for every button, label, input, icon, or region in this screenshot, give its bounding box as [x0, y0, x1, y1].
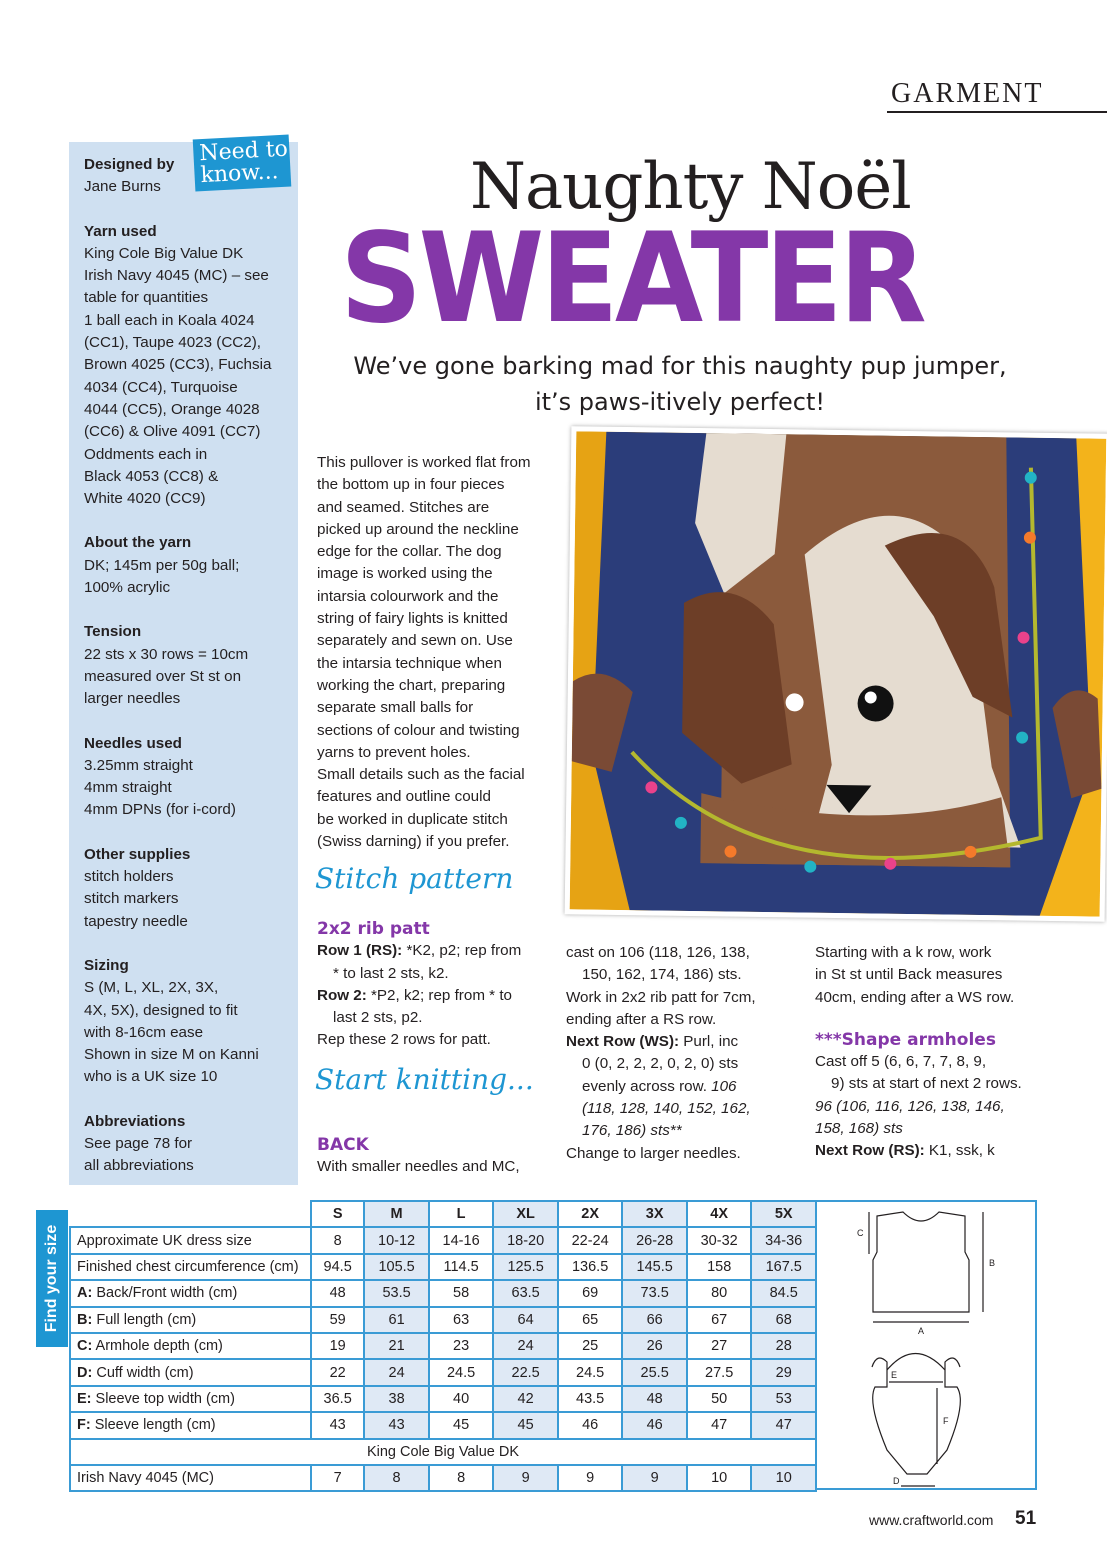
intro-line: intarsia colourwork and the	[317, 587, 499, 605]
col2-line: ending after a RS row.	[566, 1010, 717, 1028]
size-cell: 63	[429, 1307, 494, 1333]
size-row-label	[70, 1333, 311, 1359]
col3-line: Cast off 5 (6, 6, 7, 7, 8, 9,	[815, 1053, 987, 1071]
size-cell: 167.5	[751, 1254, 816, 1280]
size-row	[70, 1307, 816, 1333]
row-label: Sleeve top width (cm)	[91, 1390, 235, 1407]
sidebar-line: 4044 (CC5), Orange 4028	[84, 400, 260, 418]
diagram-label-f: F	[943, 1416, 949, 1426]
size-row	[70, 1386, 816, 1412]
intro-line: working the chart, preparing	[317, 676, 506, 694]
size-row-label	[70, 1359, 311, 1385]
sidebar-line: S (M, L, XL, 2X, 3X,	[84, 979, 219, 997]
intro-line: separate small balls for	[317, 699, 474, 717]
yarn-row-label: Irish Navy 4045 (MC)	[70, 1465, 311, 1491]
page-number: 51	[1015, 1508, 1037, 1529]
next-row-line	[566, 1031, 806, 1053]
row2-line	[317, 985, 557, 1007]
size-cell: 46	[622, 1412, 687, 1438]
yarn-row	[70, 1465, 816, 1491]
sidebar-line: 4mm straight	[84, 779, 172, 797]
size-cell: 158	[687, 1254, 752, 1280]
intro-line: features and outline could	[317, 788, 491, 806]
size-cell: 53.5	[364, 1280, 429, 1306]
badge-line-1: Need to	[198, 136, 289, 167]
pattern-column-3	[815, 942, 1055, 1163]
sidebar-line: all abbreviations	[84, 1157, 194, 1175]
row-prefix: B:	[77, 1311, 93, 1328]
intro-line: string of fairy lights is knitted	[317, 610, 508, 628]
size-cell: 105.5	[364, 1254, 429, 1280]
sidebar-line: 22 sts x 30 rows = 10cm	[84, 645, 249, 663]
row-label: Approximate UK dress size	[77, 1232, 252, 1249]
col2-line: cast on 106 (118, 126, 138,	[566, 944, 750, 961]
col2-count: 106	[711, 1077, 737, 1095]
col3-line: in St st until Back measures	[815, 966, 1003, 984]
sidebar-line: with 8-16cm ease	[84, 1023, 204, 1041]
size-cell: 64	[493, 1307, 558, 1333]
intro-line: Small details such as the facial	[317, 766, 525, 784]
col3-line: 40cm, ending after a WS row.	[815, 988, 1015, 1006]
section-rule	[887, 111, 1107, 113]
size-cell: 68	[751, 1307, 816, 1333]
yarn-cell: 10	[751, 1465, 816, 1491]
sidebar-heading: Sizing	[84, 956, 129, 974]
intro-line: image is worked using the	[317, 565, 493, 583]
size-cell: 45	[493, 1412, 558, 1438]
size-cell: 8	[311, 1227, 364, 1253]
size-cell: 36.5	[311, 1386, 364, 1412]
standfirst-line-2: it’s paws-itively perfect!	[534, 388, 826, 416]
rib-patt-heading: 2x2 rib patt	[317, 919, 430, 939]
sidebar-line: Shown in size M on Kanni	[84, 1046, 259, 1064]
sidebar-line: (CC1), Taupe 4023 (CC2),	[84, 334, 261, 352]
size-cell: 145.5	[622, 1254, 687, 1280]
size-header: 2X	[558, 1201, 623, 1227]
schematic-diagram	[817, 1202, 1035, 1488]
size-cell: 26	[622, 1333, 687, 1359]
sidebar-heading: Yarn used	[84, 222, 157, 240]
row2-label: Row 2:	[317, 986, 367, 1004]
col2-line: Work in 2x2 rib patt for 7cm,	[566, 988, 756, 1006]
intro-line: (Swiss darning) if you prefer.	[317, 833, 510, 851]
col3-line: Starting with a k row, work	[815, 944, 992, 961]
size-cell: 22.5	[493, 1359, 558, 1385]
sidebar-line: Oddments each in	[84, 445, 208, 463]
sidebar-heading: Needles used	[84, 734, 182, 752]
size-cell: 48	[622, 1386, 687, 1412]
size-cell: 27.5	[687, 1359, 752, 1385]
size-row-label	[70, 1254, 311, 1280]
sidebar-line: Black 4053 (CC8) &	[84, 467, 219, 485]
col2-line: Change to larger needles.	[566, 1144, 741, 1162]
intro-text	[317, 452, 552, 853]
sidebar-section	[84, 221, 289, 511]
intro-line: the intarsia technique when	[317, 654, 502, 672]
standfirst	[320, 348, 1040, 420]
next-row-label: Next Row (RS):	[815, 1142, 925, 1160]
size-cell: 66	[622, 1307, 687, 1333]
row2-cont: last 2 sts, p2.	[333, 1009, 423, 1027]
size-cell: 58	[429, 1280, 494, 1306]
sidebar-heading: About the yarn	[84, 534, 192, 552]
size-cell: 63.5	[493, 1280, 558, 1306]
size-cell: 45	[429, 1412, 494, 1438]
size-header: M	[364, 1201, 429, 1227]
sidebar-heading: Abbreviations	[84, 1112, 186, 1130]
yarn-cell: 9	[558, 1465, 623, 1491]
back-text: With smaller needles and MC,	[317, 1158, 520, 1176]
size-cell: 21	[364, 1333, 429, 1359]
intro-line: separately and sewn on. Use	[317, 632, 513, 650]
size-cell: 40	[429, 1386, 494, 1412]
spacer	[317, 1052, 557, 1134]
sidebar-section	[84, 621, 289, 710]
size-cell: 24	[493, 1333, 558, 1359]
size-cell: 114.5	[429, 1254, 494, 1280]
intro-line: yarns to prevent holes.	[317, 743, 471, 761]
shape-armholes-heading: ***Shape armholes	[815, 1029, 996, 1050]
size-row-label	[70, 1386, 311, 1412]
intro-line: sections of colour and twisting	[317, 721, 520, 739]
size-cell: 30-32	[687, 1227, 752, 1253]
sidebar-line: measured over St st on	[84, 667, 242, 685]
sidebar-line: 4mm DPNs (for i-cord)	[84, 801, 236, 819]
row-prefix: A:	[77, 1285, 93, 1302]
size-cell: 65	[558, 1307, 623, 1333]
diagram-label-c: C	[857, 1228, 864, 1238]
size-cell: 47	[751, 1412, 816, 1438]
sidebar-line: Brown 4025 (CC3), Fuchsia	[84, 356, 272, 374]
size-cell: 67	[687, 1307, 752, 1333]
size-row-label	[70, 1280, 311, 1306]
next-row-text: K1, ssk, k	[924, 1142, 995, 1160]
size-cell: 24.5	[558, 1359, 623, 1385]
sidebar-line: who is a UK size 10	[84, 1068, 218, 1086]
yarn-cell: 7	[311, 1465, 364, 1491]
size-cell: 18-20	[493, 1227, 558, 1253]
size-cell: 22	[311, 1359, 364, 1385]
size-cell: 14-16	[429, 1227, 494, 1253]
sidebar-section	[84, 154, 289, 199]
intro-line: This pullover is worked flat from	[317, 454, 531, 471]
size-cell: 84.5	[751, 1280, 816, 1306]
find-your-size-label: Find your size	[43, 1224, 60, 1333]
size-cell: 28	[751, 1333, 816, 1359]
row-prefix: E:	[77, 1390, 92, 1407]
section-label: GARMENT	[891, 78, 1044, 109]
need-to-know-list	[84, 154, 289, 1200]
row-prefix: F:	[77, 1417, 91, 1434]
row-label: Finished chest circumference (cm)	[77, 1258, 299, 1275]
row1-text: *K2, p2; rep from	[402, 942, 522, 960]
sidebar-section	[84, 1111, 289, 1178]
row-label: Armhole depth (cm)	[92, 1338, 223, 1355]
size-cell: 69	[558, 1280, 623, 1306]
intro-line: be worked in duplicate stitch	[317, 810, 508, 828]
col2-line: 150, 162, 174, 186) sts.	[582, 966, 742, 984]
back-heading: BACK	[317, 1134, 369, 1155]
sidebar-heading: Designed by	[84, 156, 175, 173]
schematic-panel	[817, 1200, 1037, 1490]
size-header: L	[429, 1201, 494, 1227]
size-cell: 48	[311, 1280, 364, 1306]
size-cell: 46	[558, 1412, 623, 1438]
sidebar-line: Irish Navy 4045 (MC) – see	[84, 267, 269, 285]
size-cell: 136.5	[558, 1254, 623, 1280]
size-row	[70, 1333, 816, 1359]
row-label: Full length (cm)	[92, 1311, 197, 1328]
pattern-column-1	[317, 918, 557, 1178]
size-cell: 38	[364, 1386, 429, 1412]
size-cell: 80	[687, 1280, 752, 1306]
sidebar-line: White 4020 (CC9)	[84, 490, 206, 508]
size-cell: 29	[751, 1359, 816, 1385]
size-row-label	[70, 1227, 311, 1253]
yarn-cell: 8	[429, 1465, 494, 1491]
sidebar-line: 100% acrylic	[84, 579, 171, 597]
diagram-label-d: D	[893, 1476, 900, 1486]
rep-line: Rep these 2 rows for patt.	[317, 1031, 491, 1049]
sidebar-line: stitch holders	[84, 868, 174, 886]
sidebar-line: 4034 (CC4), Turquoise	[84, 378, 238, 396]
size-cell: 73.5	[622, 1280, 687, 1306]
diagram-label-a: A	[918, 1326, 925, 1336]
size-header: 5X	[751, 1201, 816, 1227]
yarn-header: King Cole Big Value DK	[70, 1439, 816, 1465]
next-row-label: Next Row (WS):	[566, 1033, 680, 1051]
sidebar-line: 1 ball each in Koala 4024	[84, 311, 255, 329]
yarn-cell: 8	[364, 1465, 429, 1491]
dog-sweater-illustration	[570, 431, 1107, 916]
sidebar-heading: Other supplies	[84, 845, 191, 863]
size-cell: 23	[429, 1333, 494, 1359]
sidebar-line: See page 78 for	[84, 1134, 193, 1152]
col2-line: 176, 186) sts**	[582, 1122, 682, 1140]
title-line-1: Naughty Noël	[470, 150, 911, 224]
size-cell: 43.5	[558, 1386, 623, 1412]
yarn-cell: 9	[622, 1465, 687, 1491]
size-cell: 34-36	[751, 1227, 816, 1253]
sidebar-line: King Cole Big Value DK	[84, 244, 244, 262]
next-row-line	[815, 1140, 1055, 1162]
size-row	[70, 1359, 816, 1385]
size-row	[70, 1412, 816, 1438]
row-prefix: C:	[77, 1338, 93, 1355]
row-prefix: D:	[77, 1364, 93, 1381]
sidebar-section	[84, 532, 289, 599]
header-blank	[70, 1201, 311, 1227]
size-row	[70, 1227, 816, 1253]
row-label: Cuff width (cm)	[92, 1364, 194, 1381]
sidebar-section	[84, 955, 289, 1089]
size-header: 4X	[687, 1201, 752, 1227]
row-label: Sleeve length (cm)	[90, 1417, 216, 1434]
row1-cont: * to last 2 sts, k2.	[333, 964, 449, 982]
sidebar-line: table for quantities	[84, 289, 209, 307]
sidebar-line: tapestry needle	[84, 912, 188, 930]
size-header-row	[70, 1201, 816, 1227]
sidebar-section	[84, 844, 289, 933]
size-row	[70, 1280, 816, 1306]
next-row-text: Purl, inc	[679, 1033, 739, 1051]
col2-text: evenly across row.	[582, 1077, 712, 1095]
size-cell: 22-24	[558, 1227, 623, 1253]
row2-text: *P2, k2; rep from * to	[366, 986, 512, 1004]
sidebar-line: stitch markers	[84, 890, 179, 908]
size-cell: 50	[687, 1386, 752, 1412]
intro-line: edge for the collar. The dog	[317, 543, 502, 561]
title-line-2: SWEATER	[340, 207, 924, 351]
size-row	[70, 1254, 816, 1280]
size-header: XL	[493, 1201, 558, 1227]
col3-line: 96 (106, 116, 126, 138, 146,	[815, 1097, 1005, 1115]
size-cell: 27	[687, 1333, 752, 1359]
size-cell: 47	[687, 1412, 752, 1438]
size-cell: 53	[751, 1386, 816, 1412]
size-cell: 125.5	[493, 1254, 558, 1280]
col2-line	[566, 1076, 806, 1098]
sidebar-line: Jane Burns	[84, 178, 161, 196]
size-cell: 24	[364, 1359, 429, 1385]
size-cell: 10-12	[364, 1227, 429, 1253]
size-cell: 59	[311, 1307, 364, 1333]
sidebar-line: DK; 145m per 50g ball;	[84, 556, 240, 574]
stitch-pattern-heading: Stitch pattern	[315, 862, 514, 895]
intro-line: and seamed. Stitches are	[317, 498, 490, 516]
size-cell: 24.5	[429, 1359, 494, 1385]
sidebar-line: (CC6) & Olive 4091 (CC7)	[84, 423, 261, 441]
sidebar-line: 4X, 5X), designed to fit	[84, 1001, 238, 1019]
size-cell: 43	[311, 1412, 364, 1438]
col2-line: (118, 128, 140, 152, 162,	[582, 1100, 751, 1118]
diagram-label-b: B	[989, 1258, 996, 1268]
col3-line: 9) sts at start of next 2 rows.	[831, 1075, 1022, 1093]
intro-line: the bottom up in four pieces	[317, 476, 505, 494]
spacer	[815, 1009, 1055, 1029]
size-cell: 19	[311, 1333, 364, 1359]
size-row-label	[70, 1307, 311, 1333]
row1-label: Row 1 (RS):	[317, 942, 403, 960]
yarn-cell: 10	[687, 1465, 752, 1491]
badge-line-2: know...	[199, 159, 280, 189]
yarn-cell: 9	[493, 1465, 558, 1491]
size-cell: 26-28	[622, 1227, 687, 1253]
start-knitting-heading: Start knitting...	[315, 1063, 534, 1096]
row1-line	[317, 940, 557, 962]
row-label: Back/Front width (cm)	[92, 1285, 238, 1302]
size-cell: 94.5	[311, 1254, 364, 1280]
col2-line: 0 (0, 2, 2, 2, 0, 2, 0) sts	[582, 1055, 739, 1073]
size-header: S	[311, 1201, 364, 1227]
standfirst-line-1: We’ve gone barking mad for this naughty pup jumper,	[353, 352, 1007, 380]
size-cell: 43	[364, 1412, 429, 1438]
pattern-column-2	[566, 942, 806, 1165]
diagram-label-e: E	[891, 1370, 898, 1380]
intro-line: picked up around the neckline	[317, 520, 519, 538]
size-cell: 25.5	[622, 1359, 687, 1385]
size-table	[69, 1200, 817, 1492]
sidebar-line: 3.25mm straight	[84, 756, 193, 774]
size-cell: 42	[493, 1386, 558, 1412]
size-header: 3X	[622, 1201, 687, 1227]
footer-url: www.craftworld.com	[869, 1512, 994, 1528]
size-cell: 25	[558, 1333, 623, 1359]
size-row-label	[70, 1412, 311, 1438]
size-cell: 61	[364, 1307, 429, 1333]
yarn-header-row	[70, 1439, 816, 1465]
sidebar-heading: Tension	[84, 623, 142, 641]
col3-line: 158, 168) sts	[815, 1120, 903, 1138]
sidebar-line: larger needles	[84, 690, 181, 708]
sweater-photo	[565, 426, 1107, 921]
sidebar-section	[84, 733, 289, 822]
